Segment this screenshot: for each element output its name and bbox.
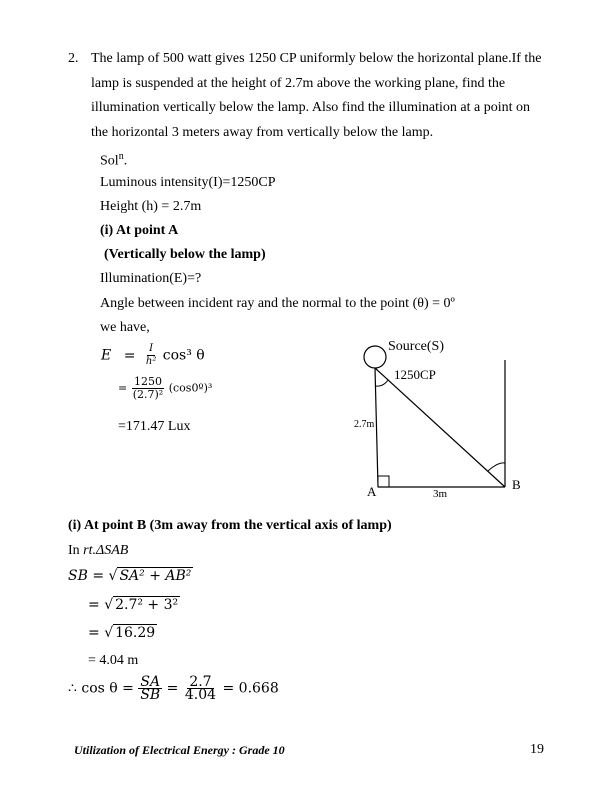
we-have: we have, bbox=[100, 320, 150, 335]
eq2-numerator: 1250 bbox=[133, 375, 162, 388]
question-line-4: the horizontal 3 meters away from vertically below the lamp. bbox=[91, 125, 434, 140]
footer-title: Utilization of Electrical Energy : Grade 10 bbox=[74, 743, 285, 757]
eq1-rest: cos³ θ bbox=[162, 347, 205, 364]
cos-rhs: = 0.668 bbox=[222, 680, 279, 697]
cos-f1-denominator: SB bbox=[140, 687, 161, 703]
sol-dot: . bbox=[123, 153, 128, 169]
eq2-denominator: (2.7)² bbox=[132, 388, 164, 401]
sb3-lhs: = bbox=[88, 625, 105, 641]
cos-lhs: ∴ cos θ = bbox=[68, 680, 139, 697]
diagram-point-a: A bbox=[367, 484, 377, 499]
eq2-fraction bbox=[131, 376, 166, 401]
sb-equation-2: = √ 2.7² + 3² bbox=[88, 597, 179, 613]
equation-substitution bbox=[118, 376, 212, 401]
question-line-1: The lamp of 500 watt gives 1250 CP uniformly below the horizontal plane.If the bbox=[91, 51, 542, 66]
in-text: In bbox=[68, 543, 84, 558]
sol-text: Sol bbox=[100, 153, 119, 169]
illumination-question: Illumination(E)=? bbox=[100, 271, 202, 286]
cos-fraction-2 bbox=[183, 676, 218, 701]
height-given: Height (h) = 2.7m bbox=[100, 199, 202, 214]
sb-equation-3: = √ 16.29 bbox=[88, 625, 156, 641]
hypotenuse-sb bbox=[375, 368, 505, 487]
right-triangle-ref bbox=[68, 542, 128, 560]
eq1-equals: = bbox=[123, 347, 136, 364]
cos-f1-numerator: SA bbox=[140, 674, 161, 690]
page-number: 19 bbox=[530, 742, 544, 757]
point-a-subheading: (Vertically below the lamp) bbox=[104, 247, 266, 262]
sb1-radicand: SA² + AB² bbox=[119, 568, 192, 584]
eq1-fraction bbox=[144, 343, 158, 368]
question-number: 2. bbox=[68, 51, 79, 66]
point-a-heading: (i) At point A bbox=[100, 223, 179, 238]
question-line-3: illumination vertically below the lamp. Also find the illumination at a point on bbox=[91, 100, 530, 115]
sb2-radicand: 2.7² + 3² bbox=[115, 597, 179, 613]
eq1-denominator: h² bbox=[145, 356, 157, 367]
lamp-source-circle bbox=[364, 346, 386, 368]
diagram-height-label: 2.7m bbox=[354, 419, 375, 430]
right-angle-marker bbox=[378, 476, 389, 487]
cos-mid-equals: = bbox=[166, 680, 183, 697]
equation-result: =171.47 Lux bbox=[118, 419, 191, 434]
cos-f2-numerator: 2.7 bbox=[189, 674, 212, 690]
eq1-numerator: I bbox=[149, 343, 154, 354]
eq1-lhs: E bbox=[101, 347, 112, 364]
eq2-equals: = bbox=[118, 381, 128, 395]
diagram-cp-label: 1250CP bbox=[394, 367, 436, 382]
sb1-lhs: SB = bbox=[68, 568, 109, 584]
sb-result: = 4.04 m bbox=[88, 653, 139, 668]
angle-arc-at-s bbox=[376, 380, 388, 386]
sb-equation-1: SB = √ SA² + AB² bbox=[68, 568, 192, 584]
cos-theta-equation bbox=[68, 676, 279, 701]
diagram-point-b: B bbox=[512, 477, 521, 492]
point-b-heading: (i) At point B (3m away from the vertical axis of lamp) bbox=[68, 518, 392, 533]
angle-arc-at-b bbox=[488, 463, 505, 471]
eq2-rest: (cos0º)³ bbox=[168, 381, 213, 395]
cos-fraction-1 bbox=[138, 676, 162, 701]
solution-label bbox=[100, 148, 127, 171]
sol-superscript: n bbox=[118, 151, 124, 162]
question-line-2: lamp is suspended at the height of 2.7m above the working plane, find the bbox=[91, 76, 506, 91]
angle-statement: Angle between incident ray and the normal to the point (θ) = 0º bbox=[100, 296, 455, 311]
luminous-intensity: Luminous intensity(I)=1250CP bbox=[100, 175, 276, 190]
sb3-radicand: 16.29 bbox=[115, 625, 156, 641]
diagram-base-label: 3m bbox=[433, 488, 448, 500]
cos-f2-denominator: 4.04 bbox=[184, 687, 217, 703]
diagram-source-label: Source(S) bbox=[388, 339, 444, 354]
equation-e-formula bbox=[101, 343, 205, 368]
triangle-name: rt.ΔSAB bbox=[83, 543, 129, 558]
sb2-lhs: = bbox=[88, 597, 105, 613]
